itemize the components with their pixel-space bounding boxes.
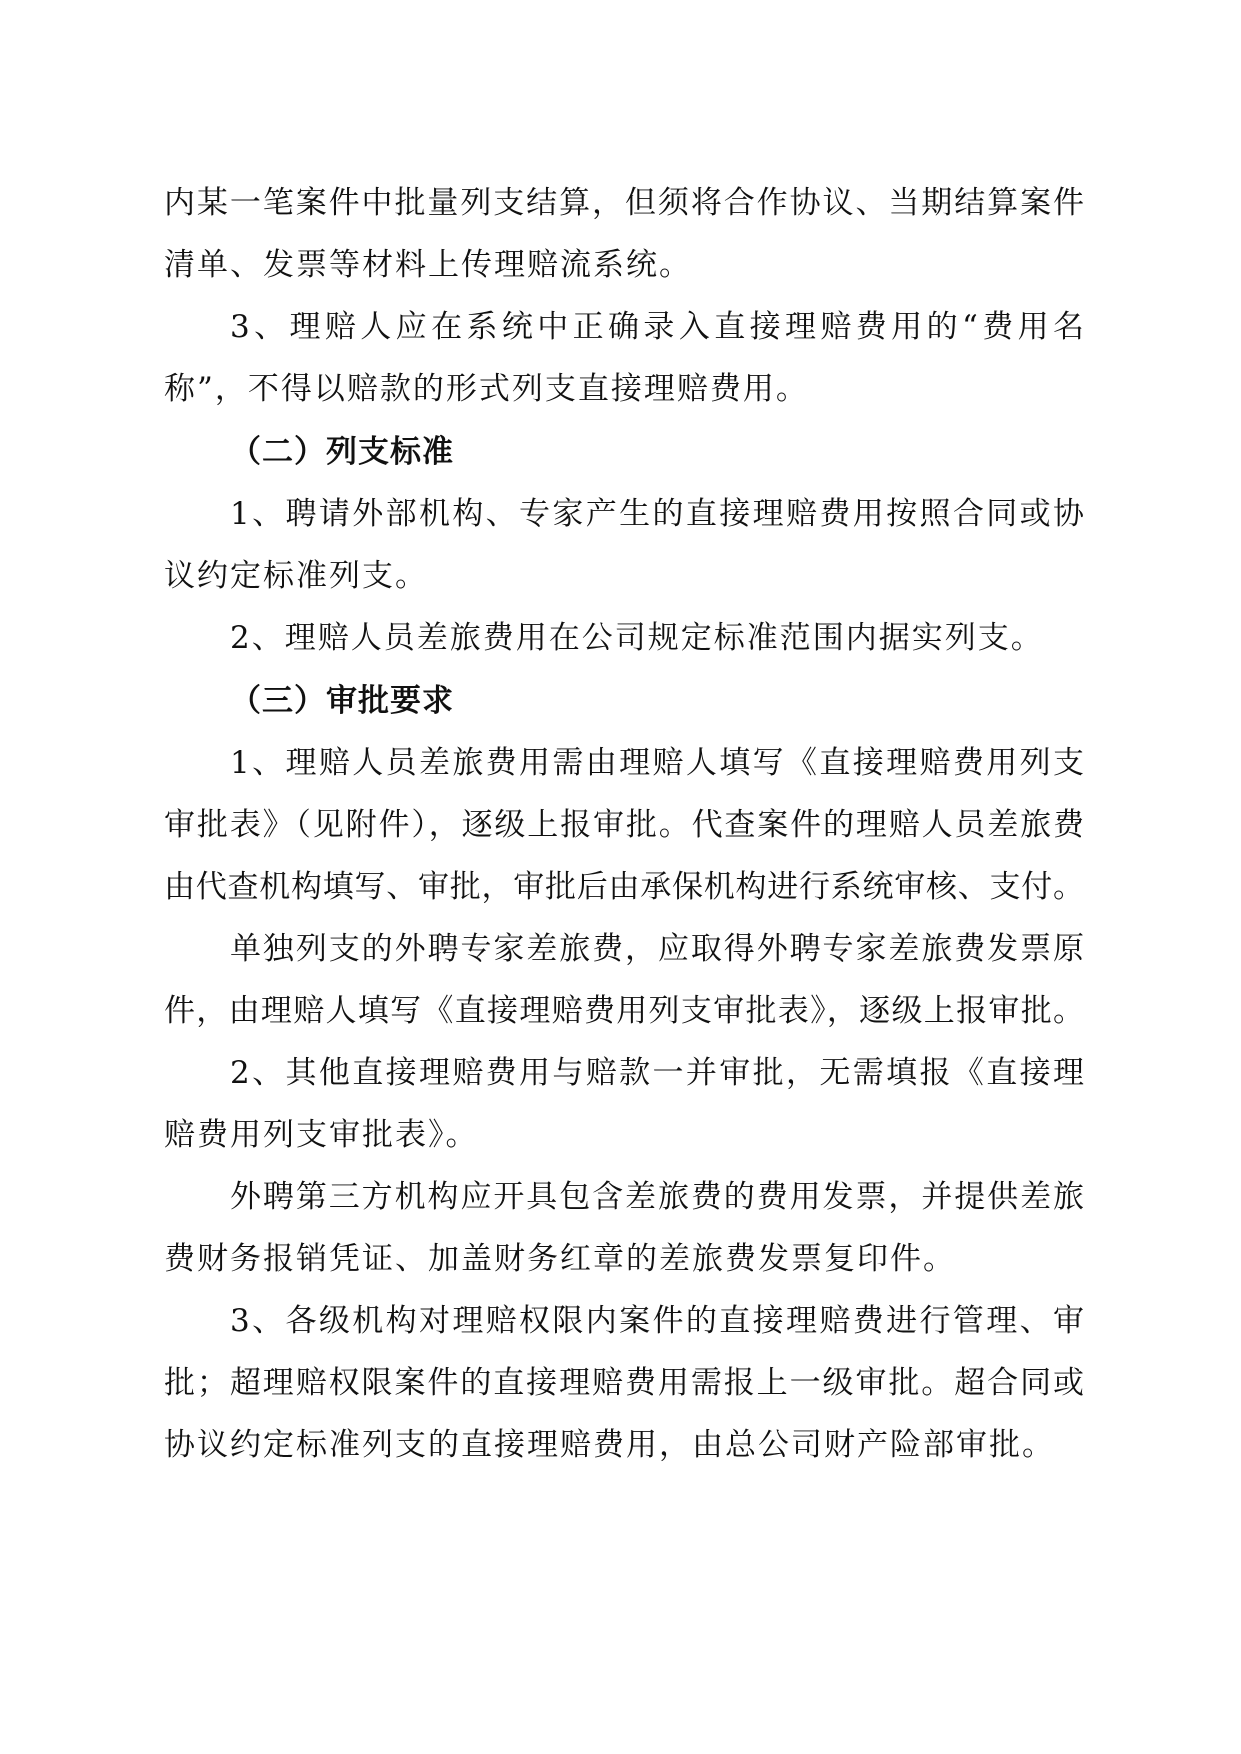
body-text-line: 协议约定标准列支的直接理赔费用，由总公司财产险部审批。 [164,1427,1055,1463]
body-text-line: 由代查机构填写、审批，审批后由承保机构进行系统审核、支付。 [164,869,1084,905]
body-text-line: 2、理赔人员差旅费用在公司规定标准范围内据实列支。 [230,620,1044,656]
section-heading-approval-requirements: （三）审批要求 [230,683,454,719]
body-text-line: 清单、发票等材料上传理赔流系统。 [164,247,692,283]
body-text-line: 费财务报销凭证、加盖财务红章的差旅费发票复印件。 [164,1241,956,1277]
body-text-line: 1、理赔人员差旅费用需由理赔人填写《直接理赔费用列支 [230,745,1084,781]
body-text-line: 3、各级机构对理赔权限内案件的直接理赔费进行管理、审 [230,1303,1084,1339]
body-text-line: 1、聘请外部机构、专家产生的直接理赔费用按照合同或协 [230,496,1084,532]
body-text-line: 批；超理赔权限案件的直接理赔费用需报上一级审批。超合同或 [164,1365,1084,1401]
body-text-line: 内某一笔案件中批量列支结算，但须将合作协议、当期结算案件 [164,185,1084,221]
body-text-line: 称”，不得以赔款的形式列支直接理赔费用。 [164,371,809,407]
body-text-line: 2、其他直接理赔费用与赔款一并审批，无需填报《直接理 [230,1055,1084,1091]
body-text-line: 3、理赔人应在系统中正确录入直接理赔费用的“费用名 [230,309,1084,345]
body-text-line: 外聘第三方机构应开具包含差旅费的费用发票，并提供差旅 [230,1179,1084,1215]
section-heading-listing-standard: （二）列支标准 [230,434,454,470]
body-text-line: 单独列支的外聘专家差旅费，应取得外聘专家差旅费发票原 [230,931,1084,967]
body-text-line: 赔费用列支审批表》。 [164,1117,479,1153]
body-text-line: 审批表》（见附件），逐级上报审批。代查案件的理赔人员差旅费 [164,807,1084,843]
body-text-line: 议约定标准列支。 [164,558,428,594]
body-text-line: 件，由理赔人填写《直接理赔费用列支审批表》，逐级上报审批。 [164,993,1084,1029]
